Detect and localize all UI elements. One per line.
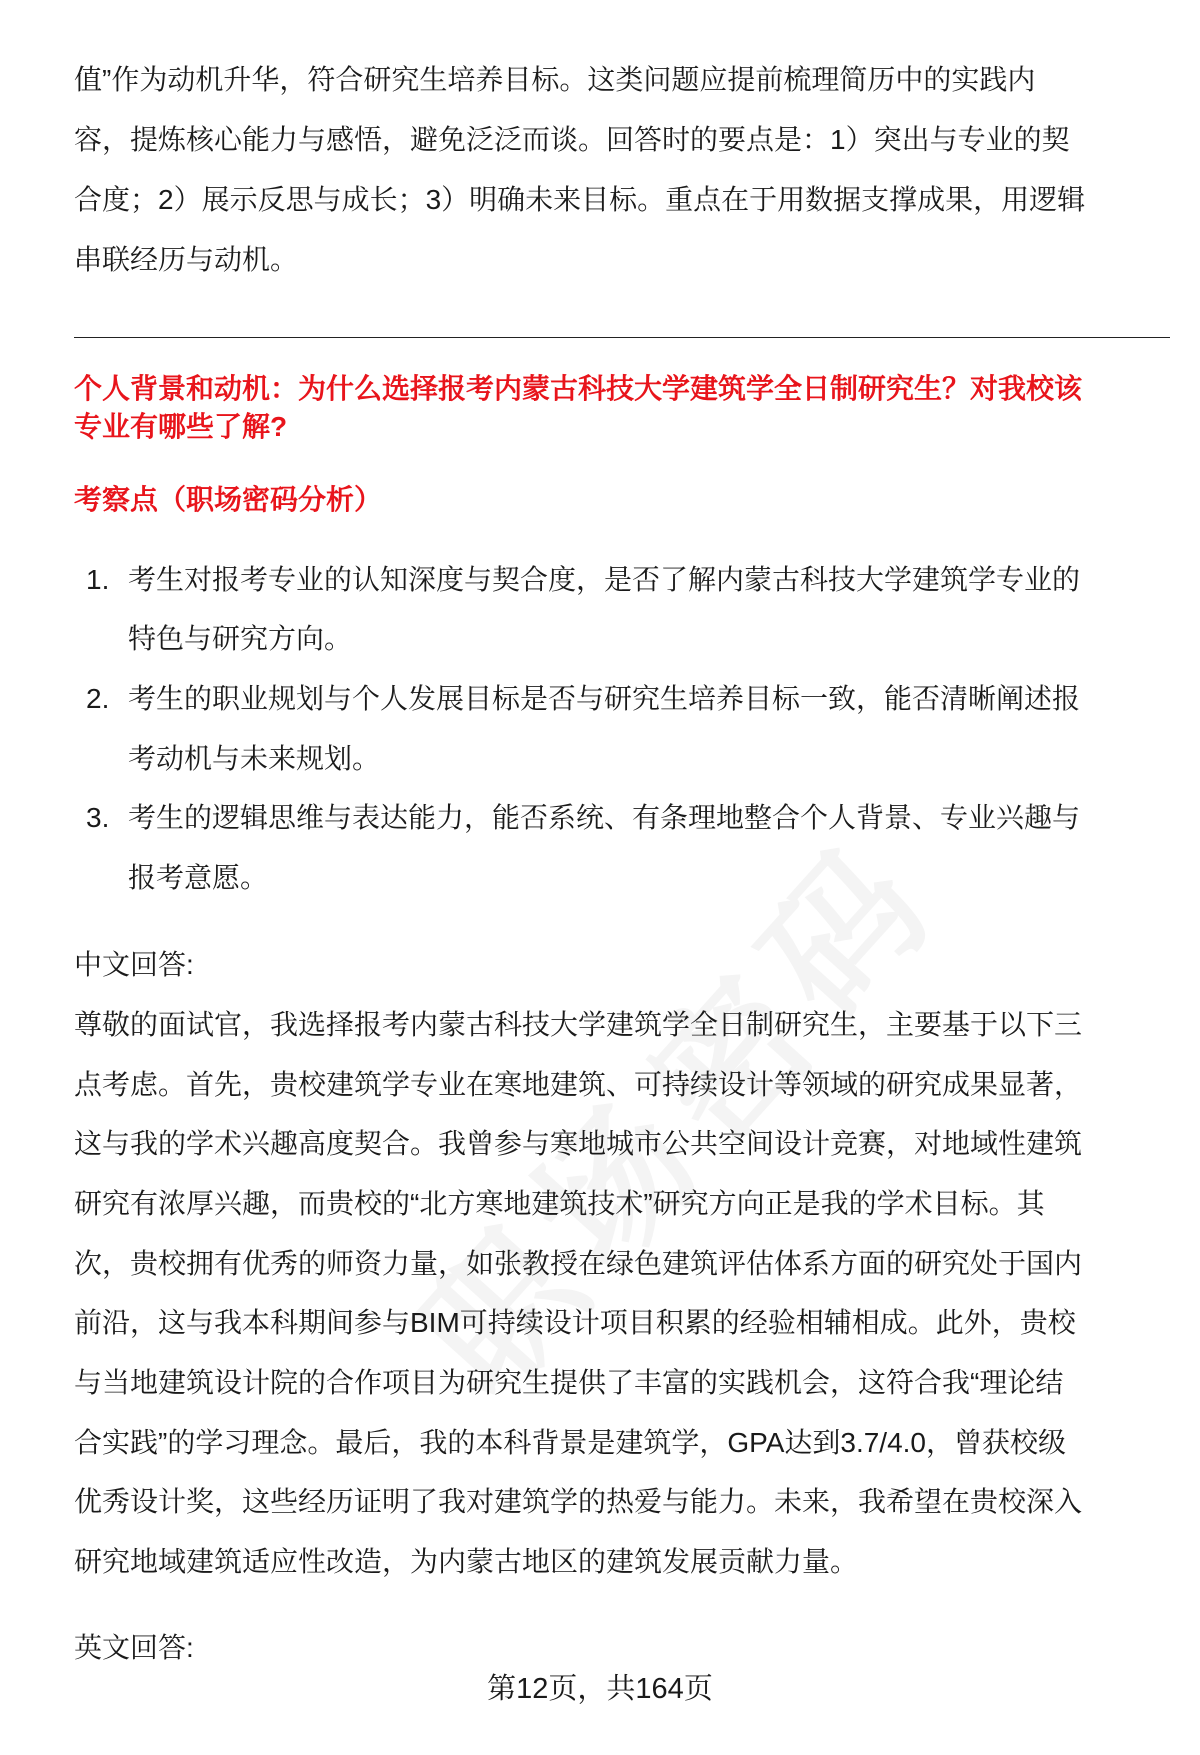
list-item: 考生的职业规划与个人发展目标是否与研究生培养目标一致，能否清晰阐述报 [128,683,1081,714]
english-answer-label: 英文回答: [74,1632,194,1663]
intro-line: 值”作为动机升华，符合研究生培养目标。这类问题应提前梳理简历中的实践内 [74,64,1036,95]
answer-line: 研究有浓厚兴趣，而贵校的“北方寒地建筑技术”研究方向正是我的学术目标。其 [74,1188,1045,1219]
question-heading: 专业有哪些了解? [74,411,288,442]
list-number: 3. [86,802,110,833]
intro-line: 容，提炼核心能力与感悟，避免泛泛而谈。回答时的要点是：1）突出与专业的契 [74,124,1070,155]
intro-line: 串联经历与动机。 [74,244,299,275]
answer-line: 优秀设计奖，这些经历证明了我对建筑学的热爱与能力。未来，我希望在贵校深入 [74,1486,1083,1517]
page-number: 第12页，共164页 [487,1673,713,1705]
list-item: 考生的逻辑思维与表达能力，能否系统、有条理地整合个人背景、专业兴趣与 [128,802,1081,833]
intro-line: 合度；2）展示反思与成长；3）明确未来目标。重点在于用数据支撑成果，用逻辑 [74,184,1086,215]
list-item: 考动机与未来规划。 [128,743,381,774]
list-number: 2. [86,683,110,714]
answer-line: 点考虑。首先，贵校建筑学专业在寒地建筑、可持续设计等领域的研究成果显著， [74,1069,1083,1100]
question-heading: 个人背景和动机：为什么选择报考内蒙古科技大学建筑学全日制研究生？对我校该 [74,373,1083,404]
list-item: 考生对报考专业的认知深度与契合度，是否了解内蒙古科技大学建筑学专业的 [128,564,1081,595]
answer-line: 这与我的学术兴趣高度契合。我曾参与寒地城市公共空间设计竞赛，对地域性建筑 [74,1128,1083,1159]
list-item: 特色与研究方向。 [128,623,353,654]
section-divider [74,337,1170,338]
answer-line: 研究地域建筑适应性改造，为内蒙古地区的建筑发展贡献力量。 [74,1546,859,1577]
chinese-answer-label: 中文回答: [74,949,194,980]
answer-line: 合实践”的学习理念。最后，我的本科背景是建筑学，GPA达到3.7/4.0，曾获校级 [74,1427,1067,1458]
list-number: 1. [86,564,110,595]
answer-line: 尊敬的面试官，我选择报考内蒙古科技大学建筑学全日制研究生，主要基于以下三 [74,1009,1083,1040]
assessment-heading: 考察点（职场密码分析） [74,484,383,515]
answer-line: 前沿，这与我本科期间参与BIM可持续设计项目积累的经验相辅相成。此外，贵校 [74,1307,1076,1338]
list-item: 报考意愿。 [128,862,269,893]
answer-line: 与当地建筑设计院的合作项目为研究生提供了丰富的实践机会，这符合我“理论结 [74,1367,1064,1398]
answer-line: 次，贵校拥有优秀的师资力量，如张教授在绿色建筑评估体系方面的研究处于国内 [74,1248,1083,1279]
